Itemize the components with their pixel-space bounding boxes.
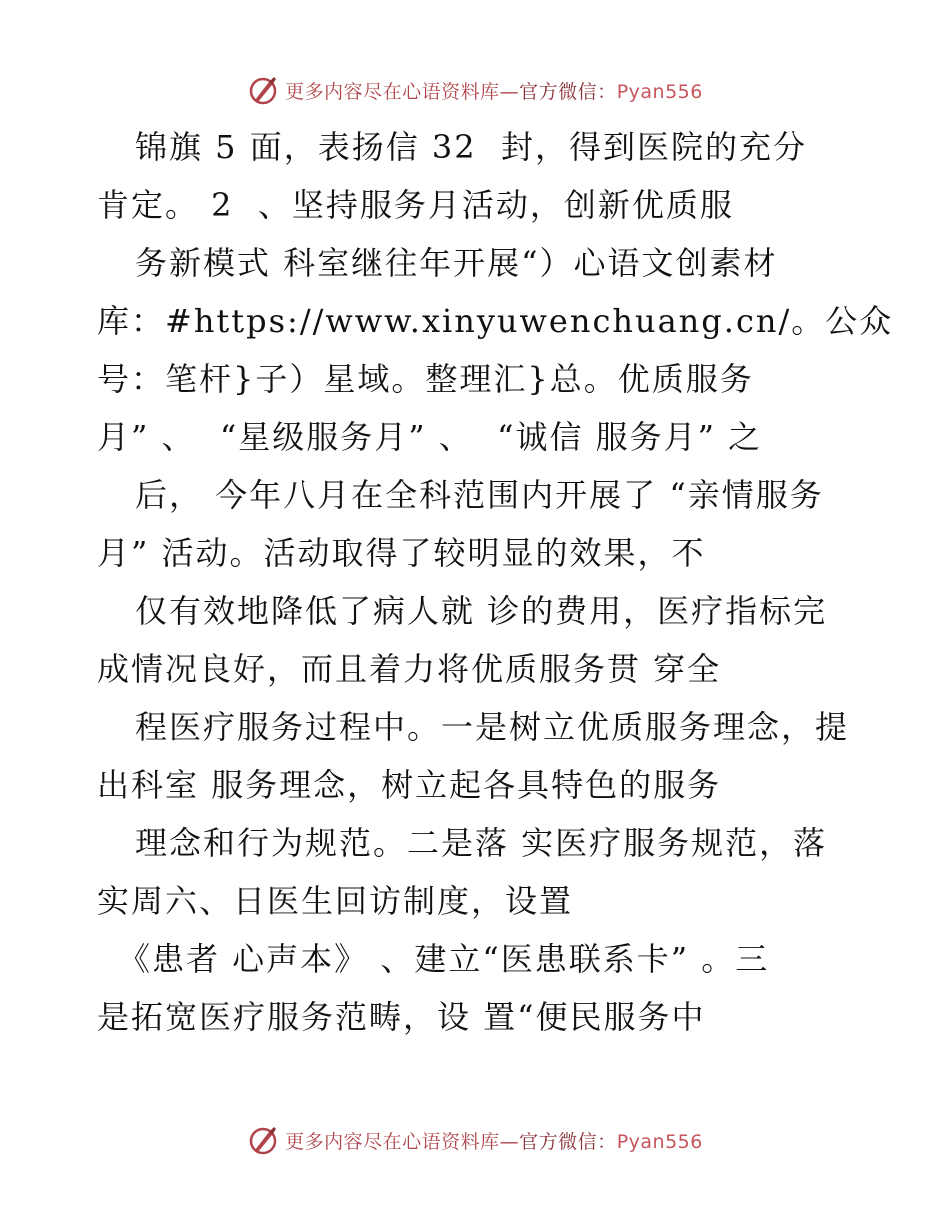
header-banner-main: 更多内容尽在心语资料库— <box>285 80 520 103</box>
text-line: 库：#https://www.xinyuwenchuang.cn/。公众 <box>97 302 894 340</box>
text-line: 后， 今年八月在全科范围内开展了 “亲情服务 <box>135 476 824 514</box>
header-banner-id: Pyan556 <box>616 80 703 103</box>
footer-banner-text <box>285 1127 703 1154</box>
text-line: 月” 活动。活动取得了较明显的效果，不 <box>97 534 706 572</box>
text-line: 是拓宽医疗服务范畴，设 置“便民服务中 <box>97 998 706 1036</box>
text-line: 月” 、 “星级服务月” 、 “诚信 服务月” 之 <box>97 418 763 456</box>
text-line: 理念和行为规范。二是落 实医疗服务规范，落 <box>135 824 828 862</box>
footer-banner <box>0 1120 950 1160</box>
text-line: 成情况良好，而且着力将优质服务贯 穿全 <box>97 650 722 688</box>
text-line: 《患者 心声本》 、建立“医患联系卡” 。三 <box>118 940 770 978</box>
header-banner-text <box>285 77 703 104</box>
header-banner <box>0 70 950 110</box>
header-banner-wechat: 官方微信： <box>519 80 617 103</box>
footer-banner-wechat: 官方微信： <box>519 1130 617 1153</box>
text-line: 程医疗服务过程中。一是树立优质服务理念，提 <box>135 708 850 746</box>
text-line: 仅有效地降低了病人就 诊的费用，医疗指标完 <box>135 592 828 630</box>
text-line: 肯定。 2 、坚持服务月活动，创新优质服 <box>97 186 734 224</box>
quill-pen-logo-icon <box>247 1124 279 1156</box>
text-line: 务新模式 科室继往年开展“）心语文创素材 <box>135 244 778 282</box>
text-line: 实周六、日医生回访制度，设置 <box>97 882 574 920</box>
footer-banner-id: Pyan556 <box>616 1130 703 1153</box>
text-line: 出科室 服务理念，树立起各具特色的服务 <box>97 766 722 804</box>
quill-pen-logo-icon <box>247 74 279 106</box>
text-line: 锦旗 5 面，表扬信 32 封，得到医院的充分 <box>135 128 807 166</box>
text-line: 号：笔杆}子）星域。整理汇}总。优质服务 <box>97 360 754 398</box>
footer-banner-main: 更多内容尽在心语资料库— <box>285 1130 520 1153</box>
